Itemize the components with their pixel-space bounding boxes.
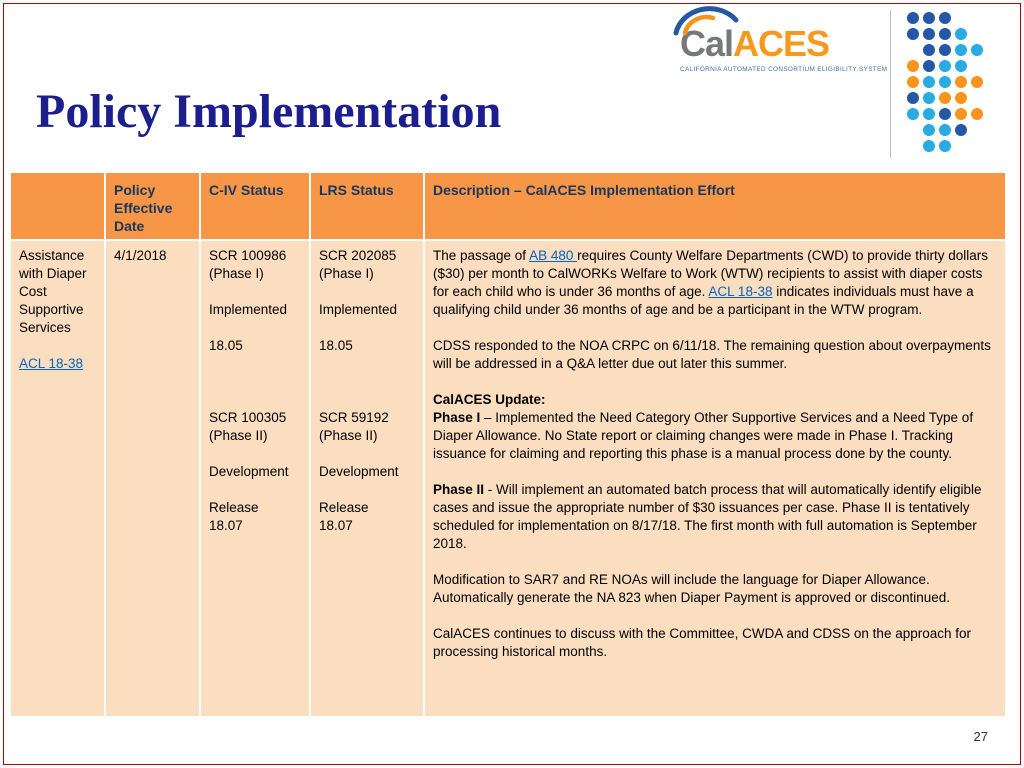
- status-line: 18.07: [319, 518, 353, 533]
- dot: [939, 60, 951, 72]
- cell-topic: [10, 240, 105, 717]
- dot: [955, 28, 967, 40]
- status-line: SCR 202085: [319, 248, 397, 263]
- dot: [923, 44, 935, 56]
- dot: [955, 44, 967, 56]
- status-line: [209, 373, 301, 391]
- logo-cal-text: Cal: [680, 23, 734, 64]
- status-line: 18.07: [209, 518, 243, 533]
- description-paragraph: [433, 463, 997, 481]
- logo-tagline: CALIFORNIA AUTOMATED CONSORTIUM ELIGIBILITY SYSTEM: [680, 66, 888, 73]
- status-line: [209, 481, 301, 499]
- status-line: [319, 373, 415, 391]
- logo-main: [680, 10, 888, 73]
- dot: [939, 44, 951, 56]
- dot: [939, 124, 951, 136]
- dot: [923, 92, 935, 104]
- description-paragraph: [433, 607, 997, 625]
- dot: [955, 76, 967, 88]
- status-line: Implemented: [319, 302, 398, 317]
- text-run: Modification to SAR7 and RE NOAs will include the language for Diaper Allowance. Automatically generate the NA 823 when Diaper Payment is approved or discontinued.: [433, 572, 951, 605]
- calaces-logo: [680, 10, 983, 158]
- status-line: [209, 391, 301, 409]
- dot: [955, 60, 967, 72]
- dot: [907, 92, 919, 104]
- logo-divider: [890, 10, 891, 158]
- header-cell-blank: [10, 172, 105, 240]
- dot: [939, 76, 951, 88]
- dot: [907, 108, 919, 120]
- description-paragraph: [433, 481, 997, 553]
- dots-pattern-icon: [907, 12, 983, 152]
- dot: [923, 124, 935, 136]
- page-number: 27: [973, 729, 988, 744]
- status-line: [209, 283, 301, 301]
- policy-table: [10, 172, 1006, 717]
- status-line: (Phase II): [209, 428, 268, 443]
- header-cell-civ-status: C-IV Status: [200, 172, 310, 240]
- status-line: 18.05: [209, 338, 243, 353]
- description-paragraph: [433, 571, 997, 607]
- status-line: (Phase I): [319, 266, 374, 281]
- status-line: [319, 445, 415, 463]
- dot: [939, 28, 951, 40]
- dot: [907, 76, 919, 88]
- topic-spacer: [19, 337, 96, 355]
- header-cell-description: Description – CalACES Implementation Effort: [424, 172, 1006, 240]
- status-line: [319, 283, 415, 301]
- text-run: The passage of: [433, 248, 530, 263]
- dot: [955, 108, 967, 120]
- description-paragraph: [433, 247, 997, 319]
- cell-effective-date: 4/1/2018: [105, 240, 200, 717]
- description-paragraph: [433, 373, 997, 391]
- status-line: [209, 445, 301, 463]
- dot: [923, 60, 935, 72]
- text-run: Phase I: [433, 410, 481, 425]
- dot: [939, 140, 951, 152]
- dot: [939, 92, 951, 104]
- status-line: [209, 355, 301, 373]
- status-line: [319, 481, 415, 499]
- text-run: requires County Welfare Departments (CWD) to provide thirty dollars ($30) per month to CalWORKs Welfare to Work (WTW) recipients to assist with diaper costs for each child who is under 36 months of age.: [433, 248, 989, 299]
- description-paragraph: [433, 625, 997, 661]
- cell-description: [424, 240, 1006, 717]
- status-line: [319, 355, 415, 373]
- status-line: [209, 319, 301, 337]
- description-paragraph: [433, 319, 997, 337]
- dot: [923, 140, 935, 152]
- status-line: Development: [209, 464, 289, 479]
- description-paragraph: [433, 391, 997, 409]
- dot: [923, 28, 935, 40]
- description-paragraph: [433, 409, 997, 463]
- dot: [939, 108, 951, 120]
- dot: [971, 108, 983, 120]
- status-line: 18.05: [319, 338, 353, 353]
- status-line: Release: [319, 500, 369, 515]
- text-run: CDSS responded to the NOA CRPC on 6/11/18. The remaining question about overpayments will be addressed in a Q&A letter due out later this summer.: [433, 338, 991, 371]
- text-run: - Will implement an automated batch process that will automatically identify eligible cases and issue the appropriate number of $30 issuances per case. Phase II is tentatively scheduled for implementation on 8/17/18. The first month with full automation is September 2018.: [433, 482, 982, 551]
- header-cell-policy-effective-date: Policy Effective Date: [105, 172, 200, 240]
- logo-aces-text: ACES: [733, 23, 830, 64]
- dot: [939, 12, 951, 24]
- dot: [923, 76, 935, 88]
- dot: [907, 60, 919, 72]
- dot: [907, 12, 919, 24]
- text-run: indicates individuals must have a qualifying child under 36 months of age and be a participant in the WTW program.: [433, 284, 974, 317]
- dot: [923, 108, 935, 120]
- text-run: CalACES Update:: [433, 392, 546, 407]
- cell-lrs-status: [310, 240, 424, 717]
- slide-title: Policy Implementation: [36, 85, 502, 138]
- status-line: Implemented: [209, 302, 288, 317]
- status-line: Release: [209, 500, 259, 515]
- cell-civ-status: [200, 240, 310, 717]
- status-line: Development: [319, 464, 399, 479]
- text-run: CalACES continues to discuss with the Committee, CWDA and CDSS on the approach for processing historical months.: [433, 626, 971, 659]
- description-paragraph: [433, 553, 997, 571]
- topic-text: Assistance with Diaper Cost Supportive Services: [19, 248, 87, 335]
- dot: [923, 12, 935, 24]
- status-line: (Phase I): [209, 266, 264, 281]
- dot: [971, 76, 983, 88]
- status-line: SCR 100986: [209, 248, 287, 263]
- status-line: SCR 59192: [319, 410, 389, 425]
- status-line: (Phase II): [319, 428, 378, 443]
- dot: [907, 28, 919, 40]
- dot: [955, 124, 967, 136]
- ab-480-link[interactable]: AB 480: [529, 248, 578, 263]
- logo-swoosh-icon: [672, 6, 752, 36]
- header-cell-lrs-status: LRS Status: [310, 172, 424, 240]
- status-line: [319, 391, 415, 409]
- status-line: [319, 319, 415, 337]
- description-paragraph: [433, 337, 997, 373]
- acl-18-38-link[interactable]: ACL 18-38: [19, 356, 84, 371]
- dot: [971, 44, 983, 56]
- text-run: Phase II: [433, 482, 485, 497]
- text-run: – Implemented the Need Category Other Supportive Services and a Need Type of Diaper Allowance. No State report or claiming changes were made in Phase I. Tracking issuance for claiming and reporting this phase is a manual process done by the county.: [433, 410, 974, 461]
- acl-18-38-inline-link[interactable]: ACL 18-38: [708, 284, 773, 299]
- status-line: SCR 100305: [209, 410, 287, 425]
- dot: [955, 92, 967, 104]
